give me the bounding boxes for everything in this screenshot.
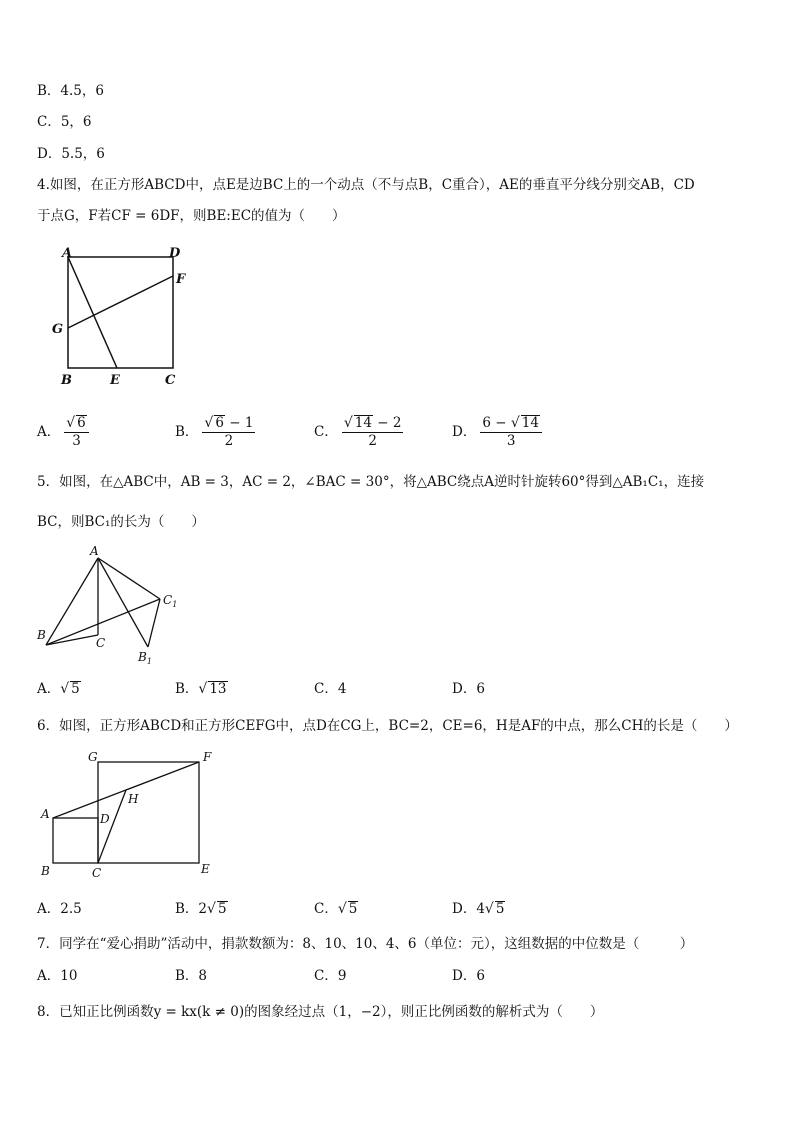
q5-label-b1: $B_1$ xyxy=(138,650,152,666)
q7-option-b: B．8 xyxy=(175,968,208,984)
q5-option-a: A．√ 5 xyxy=(37,681,80,697)
q3-option-d: D．5.5，6 xyxy=(37,146,105,162)
q4-segment-ae xyxy=(68,257,117,368)
q6-stem-line1: 6．如图，正方形ABCD和正方形CEFG中，点D在CG上，BC=2，CE=6，H是AF的中点，那么CH的长是（ ） xyxy=(37,718,738,734)
q4-stem-line2: 于点G，F若CF = 6DF，则BE:EC的值为（ ） xyxy=(37,208,346,224)
q8-stem-line1: 8．已知正比例函数y = kx(k ≠ 0)的图象经过点（1，−2），则正比例函数的解析式为（ ） xyxy=(37,1004,604,1020)
q6-square-abcd xyxy=(53,818,98,863)
q6-option-b: B．2√ 5 xyxy=(175,901,227,917)
q4-label-b: B xyxy=(61,373,72,388)
q6-label-a: A xyxy=(41,807,50,821)
q7-option-c: C．9 xyxy=(314,968,347,984)
q4-option-b: B． $\frac{√ 6 - 1}{2}$ xyxy=(175,415,254,449)
q5-option-d: D．6 xyxy=(452,681,485,697)
q5-label-b: B xyxy=(37,628,46,642)
q6-label-h: H xyxy=(128,792,139,806)
q6-label-e: E xyxy=(201,862,210,876)
q6-label-g: G xyxy=(88,750,98,764)
q4-label-c: C xyxy=(165,373,176,388)
q5-option-b: B．√ 13 xyxy=(175,681,227,697)
q6-label-b: B xyxy=(41,864,50,878)
q7-option-a: A．10 xyxy=(37,968,78,984)
q6-square-cefg xyxy=(98,762,199,863)
q5-figure xyxy=(36,543,186,668)
q4-stem-line1: 4.如图，在正方形ABCD中，点E是边BC上的一个动点（不与点B，C重合），AE的垂直平分线分别交AB，CD xyxy=(37,177,695,193)
q4-label-g: G xyxy=(52,322,64,337)
q4-label-f: F xyxy=(176,272,186,287)
q5-option-c: C．4 xyxy=(314,681,347,697)
q7-option-d: D．6 xyxy=(452,968,485,984)
q4-figure xyxy=(50,244,200,389)
q5-stem-line1: 5．如图，在△ABC中，AB = 3，AC = 2，∠BAC = 30°，将△ABC绕点A逆时针旋转60°得到△AB₁C₁，连接 xyxy=(37,474,705,490)
q5-label-a: A xyxy=(90,544,99,558)
q4-label-a: A xyxy=(62,246,73,261)
q6-figure xyxy=(36,745,226,885)
q6-label-d: D xyxy=(100,812,110,826)
q4-option-c: C． $\frac{√ 14 - 2}{2}$ xyxy=(314,415,402,449)
q6-option-a: A．2.5 xyxy=(37,901,82,917)
q4-option-d: D． $\frac{6 - √ 14}{3}$ xyxy=(452,415,542,450)
q6-label-f: F xyxy=(203,750,212,764)
q4-segment-gf xyxy=(68,276,173,328)
q5-label-c: C xyxy=(96,636,106,650)
q3-option-c: C．5，6 xyxy=(37,114,92,130)
q5-stem-line2: BC，则BC₁的长为（ ） xyxy=(37,514,205,530)
q4-label-e: E xyxy=(110,373,120,388)
q7-stem-line1: 7．同学在“爱心捐助”活动中，捐款数额为：8、10、10、4、6（单位：元），这组数据的中位数是（ ） xyxy=(37,936,694,952)
q6-option-d: D．4√ 5 xyxy=(452,901,505,917)
q4-option-a: A． $\frac{√ 6}{3}$ xyxy=(37,415,89,450)
q6-option-c: C．√ 5 xyxy=(314,901,358,917)
q4-label-d: D xyxy=(169,246,181,261)
q4-square xyxy=(68,257,173,368)
q6-label-c: C xyxy=(92,866,102,880)
q3-option-b: B．4.5，6 xyxy=(37,83,104,99)
q5-label-c1: $C_1$ xyxy=(163,593,178,609)
q6-segment-ch xyxy=(98,790,126,863)
